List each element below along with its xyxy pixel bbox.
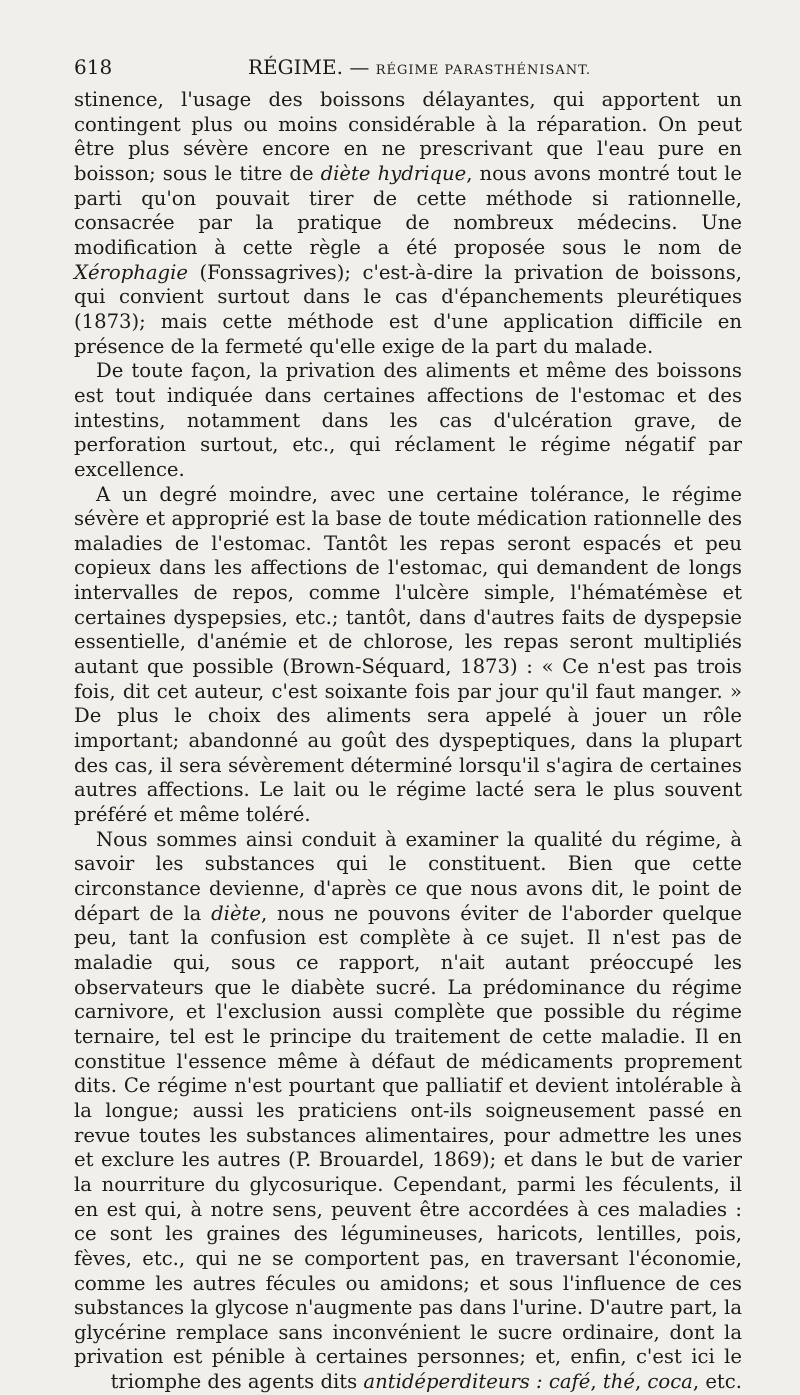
book-page	[74, 52, 742, 1395]
paragraph	[74, 88, 742, 359]
italic-term: diète	[211, 901, 262, 925]
text-run: De toute façon, la privation des aliments et même des boissons est tout indiquée dans certaines affections de l'estomac et des intestins, notamment dans les cas d'ulcération grave, de perforation surtout, etc., qui réclament le régime négatif par excellence.	[74, 359, 742, 481]
chapter-title-main: RÉGIME.	[248, 55, 343, 79]
chapter-title	[248, 52, 591, 86]
text-run: Nous sommes ainsi conduit à examiner la qualité du régime, à savoir les substances qui le constituent. Bien que cette circonstance devienne, d'après ce que nous avons dit, le point de départ de la	[74, 827, 742, 925]
running-header	[74, 52, 742, 82]
text-run: , nous ne pouvons éviter de l'aborder quelque peu, tant la confusion est complète à ce sujet. Il n'est pas de maladie qui, sous ce rapport, n'ait autant préoccupé les observateurs que le diabète sucré. La prédominance du régime carnivore, et l'exclusion aussi complète que possible du régime ternaire, tel est le principe du traitement de cette maladie. Il en constitue l'essence même à défaut de médicaments proprement dits. Ce régime n'est pourtant que palliatif et devient intolérable à la longue; aussi les praticiens ont-ils soigneusement passé en revue toutes les substances alimentaires, pour admettre les unes et exclure les autres (P. Brouardel, 1869); et dans le but de varier la nourriture du glycosurique. Cependant, parmi les féculents, il en est qui, à notre sens, peuvent être accordées à ces maladies : ce sont les graines des légumineuses, haricots, lentilles, pois, fèves, etc., qui ne se comportent pas, en traversant l'économie, comme les autres fécules ou amidons; et sous l'influence de ces substances la glycose n'augmente pas dans l'urine. D'autre part, la glycérine remplace sans inconvénient le sucre ordinaire, dont la privation est pénible à certaines personnes; et, enfin, c'est ici le triomphe des agents dits	[74, 901, 742, 1394]
italic-term: antidéperditeurs : café	[363, 1370, 591, 1394]
text-run: ,	[590, 1370, 603, 1394]
italic-term: coca	[647, 1370, 693, 1394]
text-run: , etc.	[692, 1370, 742, 1394]
text-run: stinence, l'usage des boissons délayantes, qui apportent un contingent plus ou moins considérable à la réparation. On peut être plus sévère encore en ne prescrivant que l'eau pure en boisson; sous le titre de	[74, 88, 742, 185]
text-run: ,	[634, 1370, 648, 1394]
section-title: RÉGIME PARASTHÉNISANT.	[375, 63, 592, 78]
italic-term: Xérophagie	[74, 260, 188, 284]
text-run: , nous avons montré tout le parti qu'on pouvait tirer de cette méthode si rationnelle, consacrée par la pratique de nombreux médecins. Une modification à cette règle a été proposée sous le nom de	[74, 161, 742, 259]
text-run: (Fonssagrives); c'est-à-dire la privation de boissons, qui convient surtout dans le cas d'épanchements pleurétiques (1873); mais cette méthode est d'une application difficile en présence de la fermeté qu'elle exige de la part du malade.	[74, 260, 742, 358]
body-text	[74, 88, 742, 1395]
page-number: 618	[74, 55, 113, 79]
paragraph	[74, 359, 742, 482]
paragraph	[74, 828, 742, 1395]
italic-term: diète hydrique	[320, 161, 467, 185]
header-separator: —	[342, 55, 376, 79]
text-run: A un degré moindre, avec une certaine tolérance, le régime sévère et approprié est la base de toute médication rationnelle des maladies de l'estomac. Tantôt les repas seront espacés et peu copieux dans les affections de l'estomac, qui demandent de longs intervalles de repos, comme l'ulcère simple, l'hématémèse et certaines dyspepsies, etc.; tantôt, dans d'autres faits de dyspepsie essentielle, d'anémie et de chlorose, les repas seront multipliés autant que possible (Brown-Séquard, 1873) : « Ce n'est pas trois fois, dit cet auteur, c'est soixante fois par jour qu'il faut manger. » De plus le choix des aliments sera appelé à jouer un rôle important; abandonné au goût des dyspeptiques, dans la plupart des cas, il sera sévèrement déterminé lorsqu'il s'agira de certaines autres affections. Le lait ou le régime lacté sera le plus souvent préféré et même toléré.	[74, 482, 742, 827]
paragraph	[74, 483, 742, 828]
italic-term: thé	[602, 1370, 635, 1394]
